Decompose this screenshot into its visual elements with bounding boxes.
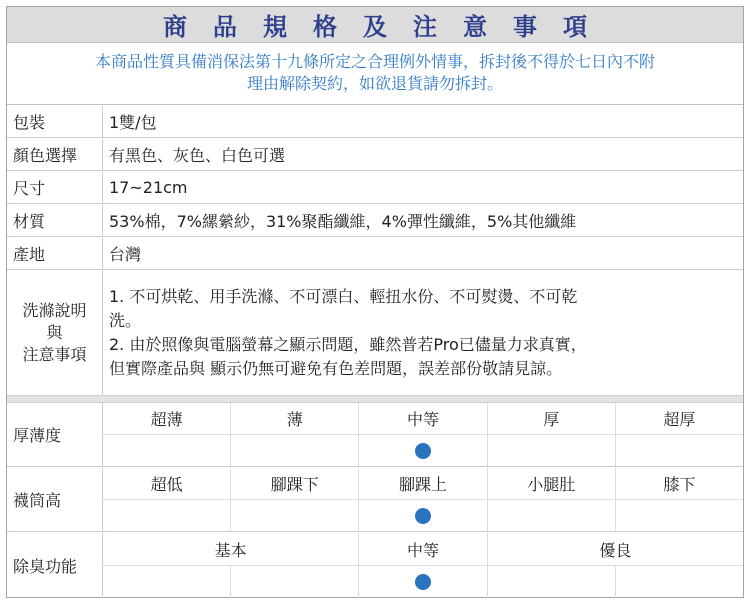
rating-header-row — [103, 533, 743, 566]
rating-option: 超厚 — [663, 410, 696, 429]
rating-dot-row — [103, 566, 743, 598]
spec-row-packaging — [7, 106, 743, 138]
spec-label: 產地 — [7, 238, 103, 269]
care-label-line-3: 注意事項 — [22, 345, 87, 364]
spec-row-colors — [7, 139, 743, 171]
rating-label: 襪筒高 — [7, 468, 103, 531]
rating-option: 厚 — [488, 403, 616, 434]
rating-option: 薄 — [231, 403, 359, 434]
rating-cell — [488, 566, 616, 598]
spec-label: 包裝 — [7, 106, 103, 137]
spec-label: 尺寸 — [7, 172, 103, 203]
spec-row-material — [7, 205, 743, 237]
section-divider — [7, 396, 743, 403]
page-title — [7, 7, 743, 43]
spec-label: 顏色選擇 — [7, 139, 103, 170]
care-line-2: 洗。 — [109, 311, 142, 330]
spec-value: 有黑色、灰色、白色可選 — [109, 146, 286, 165]
spec-row-origin — [7, 238, 743, 270]
rating-dot-row — [103, 500, 743, 531]
care-line-4: 但實際產品與 顯示仍無可避免有色差問題，誤差部份敬請見諒。 — [109, 359, 563, 378]
rating-cell — [616, 435, 743, 466]
rating-thickness — [7, 403, 743, 467]
rating-cell — [231, 435, 359, 466]
rating-grid — [103, 533, 743, 598]
rating-deodorant — [7, 533, 743, 598]
rating-header-row — [103, 403, 743, 435]
rating-cell — [231, 500, 359, 531]
selected-dot — [415, 574, 431, 590]
selected-dot — [415, 508, 431, 524]
spec-row-size — [7, 172, 743, 204]
rating-cell — [231, 566, 359, 598]
rating-grid — [103, 403, 743, 466]
care-label-line-1: 洗滌說明 — [22, 301, 87, 320]
care-label — [7, 271, 103, 395]
rating-cell — [616, 500, 743, 531]
rating-option: 基本 — [103, 533, 359, 565]
rating-option: 超低 — [103, 468, 231, 499]
rating-cell — [103, 566, 231, 598]
rating-dot-row — [103, 435, 743, 466]
rating-cell — [103, 435, 231, 466]
rating-cell — [488, 435, 616, 466]
rating-option: 超薄 — [103, 403, 231, 434]
rating-option: 小腿肚 — [488, 468, 616, 499]
spec-value: 17~21cm — [109, 178, 188, 197]
rating-cell — [488, 500, 616, 531]
rating-label: 除臭功能 — [7, 533, 103, 598]
selected-dot — [415, 443, 431, 459]
rating-label: 厚薄度 — [7, 403, 103, 466]
rating-option: 中等 — [359, 403, 487, 434]
rating-cell — [103, 500, 231, 531]
rating-cell — [359, 500, 487, 531]
rating-option: 膝下 — [663, 475, 696, 494]
spec-row-care — [7, 271, 743, 396]
return-notice — [7, 43, 743, 105]
title-text: 商品規格及注意事項 — [163, 13, 613, 41]
rating-option: 腳踝下 — [231, 468, 359, 499]
care-line-1: 1. 不可烘乾、用手洗滌、不可漂白、輕扭水份、不可熨燙、不可乾 — [109, 287, 578, 306]
spec-label: 材質 — [7, 205, 103, 236]
care-label-line-2: 與 — [46, 323, 63, 342]
rating-cell — [359, 566, 487, 598]
spec-value: 1雙/包 — [109, 113, 157, 132]
rating-sock-height — [7, 468, 743, 532]
spec-value: 台灣 — [109, 245, 142, 264]
rating-grid — [103, 468, 743, 531]
rating-option: 中等 — [359, 533, 488, 565]
rating-header-row — [103, 468, 743, 500]
spec-sheet — [6, 6, 744, 598]
care-line-3: 2. 由於照像與電腦螢幕之顯示問題，雖然普若Pro已儘量力求真實， — [109, 335, 587, 354]
rating-option: 腳踝上 — [359, 468, 487, 499]
rating-option: 優良 — [599, 540, 632, 560]
notice-line-2: 理由解除契約，如欲退貨請勿拆封。 — [246, 74, 503, 93]
care-text — [103, 271, 743, 395]
rating-cell — [616, 566, 743, 598]
rating-cell — [359, 435, 487, 466]
notice-line-1: 本商品性質具備消保法第十九條所定之合理例外情事，拆封後不得於七日內不附 — [94, 52, 655, 71]
spec-value: 53%棉，7%縲縈紗，31%聚酯纖維，4%彈性纖維，5%其他纖維 — [109, 212, 577, 231]
